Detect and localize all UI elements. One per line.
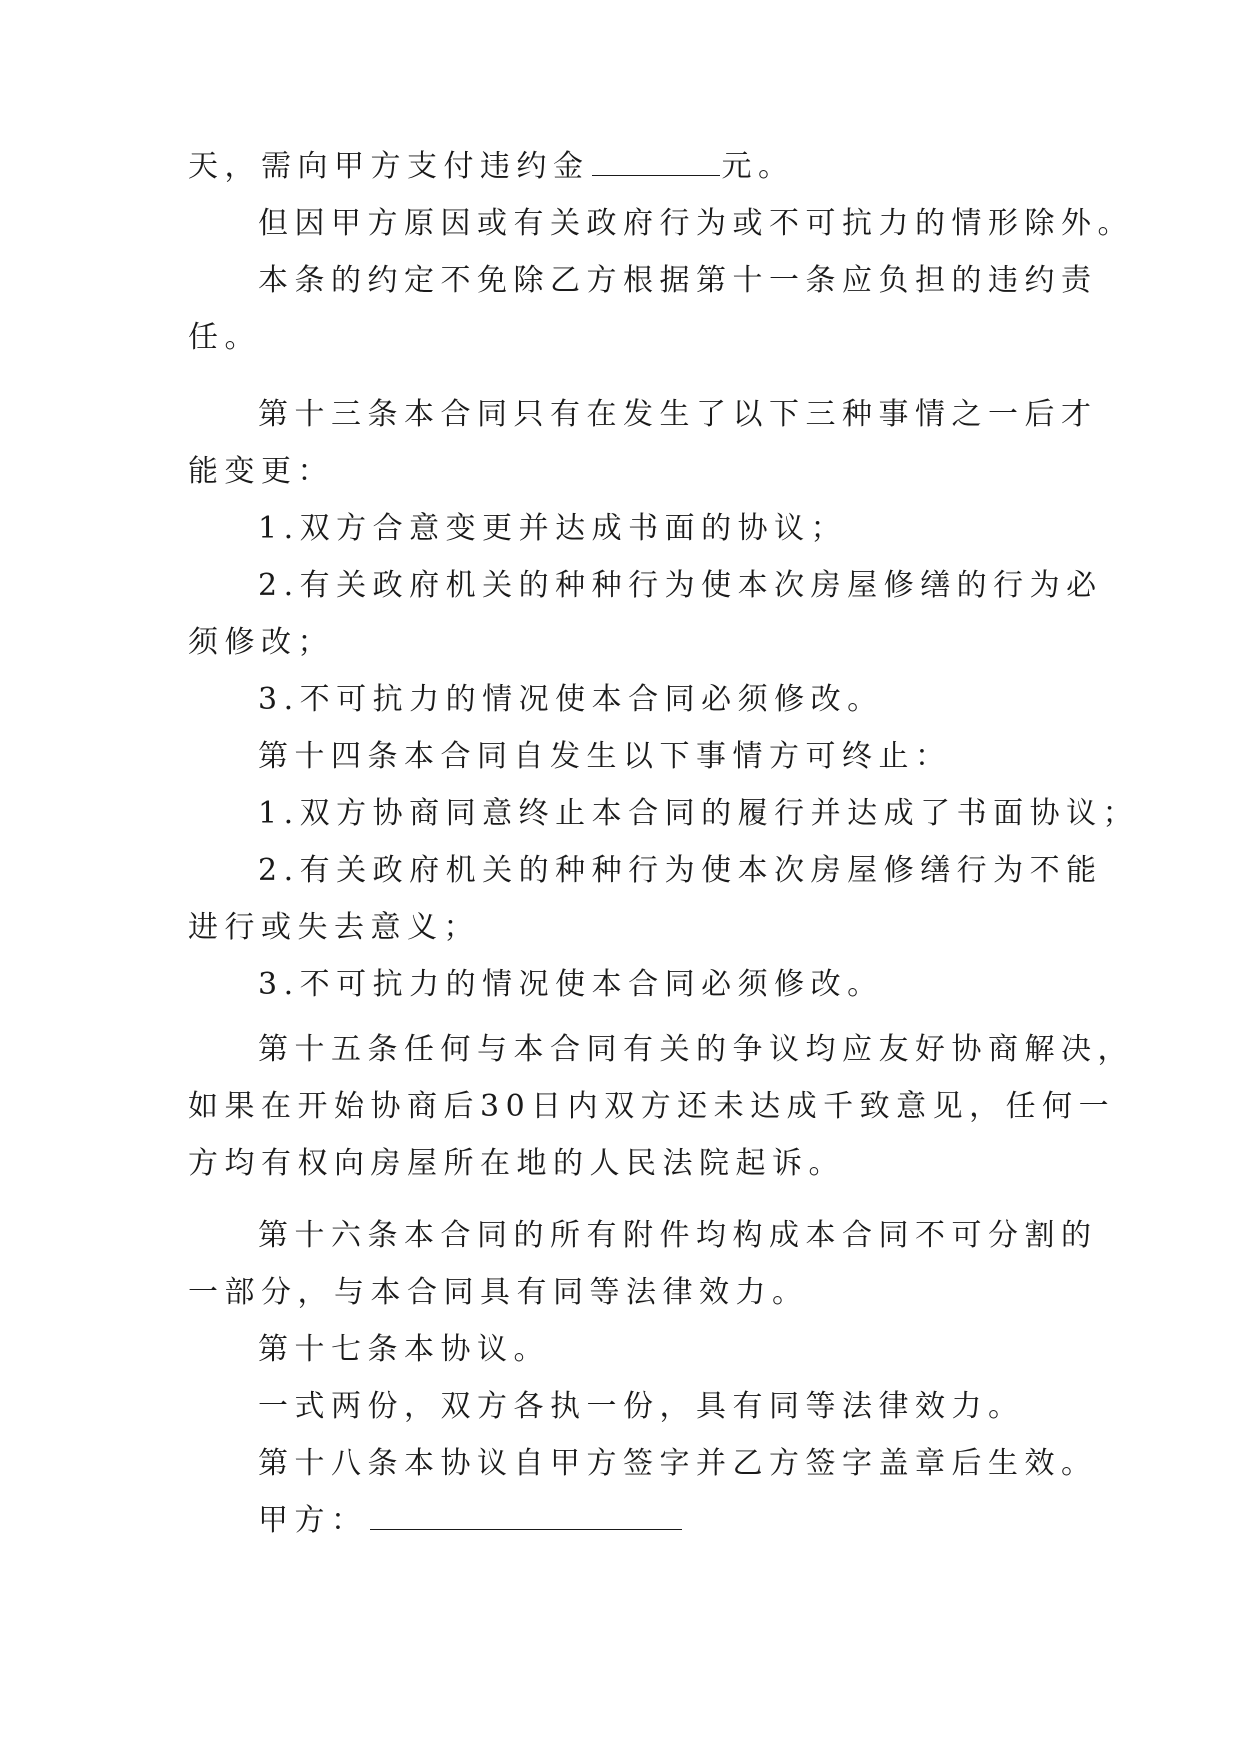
- clause-17-line-2: 一式两份，双方各执一份，具有同等法律效力。: [258, 1389, 1025, 1424]
- clause-16-line-1: 第十六条本合同的所有附件均构成本合同不可分割的: [258, 1218, 1098, 1253]
- clause-12-line-2: 但因甲方原因或有关政府行为或不可抗力的情形除外。: [258, 206, 1134, 241]
- clause-14-heading: 第十四条本合同自发生以下事情方可终止：: [258, 739, 952, 774]
- clause-15-line-3: 方均有权向房屋所在地的人民法院起诉。: [188, 1146, 845, 1181]
- clause-13-item-2-cont: 须修改；: [188, 625, 334, 660]
- currency-unit: 元。: [721, 149, 795, 184]
- clause-13-item-1: 1.双方合意变更并达成书面的协议；: [258, 511, 848, 546]
- clause-16-line-2: 一部分，与本合同具有同等法律效力。: [188, 1275, 809, 1310]
- clause-15-line-2: 如果在开始协商后30日内双方还未达成千致意见，任何一: [188, 1089, 1116, 1124]
- clause-17-line-1: 第十七条本协议。: [258, 1332, 550, 1367]
- penalty-amount-blank: [592, 151, 720, 176]
- clause-15-line-1: 第十五条任何与本合同有关的争议均应友好协商解决，: [258, 1032, 1134, 1067]
- clause-18-line-1: 第十八条本协议自甲方签字并乙方签字盖章后生效。: [258, 1446, 1098, 1481]
- clause-14-item-2: 2.有关政府机关的种种行为使本次房屋修缮行为不能: [258, 853, 1103, 888]
- clause-12-line-3: 本条的约定不免除乙方根据第十一条应负担的违约责: [258, 263, 1098, 298]
- signature-party-a: [258, 1502, 684, 1540]
- clause-13-heading-cont: 能变更：: [188, 454, 334, 489]
- party-a-signature-blank: [370, 1505, 682, 1530]
- clause-14-item-1: 1.双方协商同意终止本合同的履行并达成了书面协议；: [258, 796, 1140, 831]
- clause-12-line-4: 任。: [188, 320, 261, 355]
- clause-14-item-2-cont: 进行或失去意义；: [188, 910, 480, 945]
- party-a-label: 甲方：: [258, 1503, 368, 1538]
- clause-12-line-1: [188, 148, 795, 186]
- clause-13-item-3: 3.不可抗力的情况使本合同必须修改。: [258, 682, 884, 717]
- clause-13-heading: 第十三条本合同只有在发生了以下三种事情之一后才: [258, 397, 1098, 432]
- clause-13-item-2: 2.有关政府机关的种种行为使本次房屋修缮的行为必: [258, 568, 1103, 603]
- clause-14-item-3: 3.不可抗力的情况使本合同必须修改。: [258, 967, 884, 1002]
- clause-12-text: 天，需向甲方支付违约金: [188, 149, 590, 184]
